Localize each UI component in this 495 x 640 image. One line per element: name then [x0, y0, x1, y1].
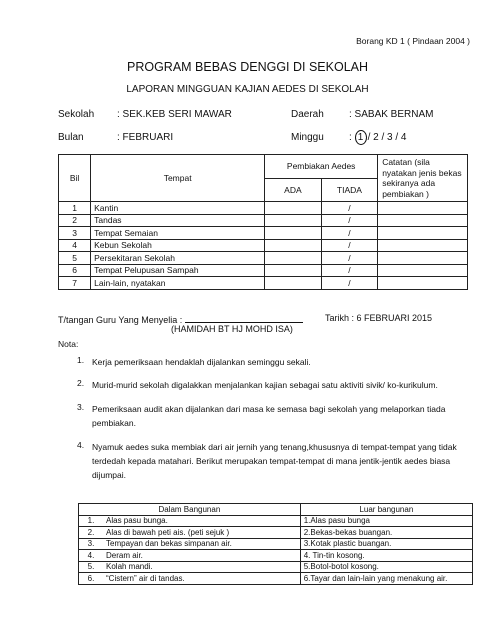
- bulan-label: Bulan: [58, 132, 84, 143]
- cell-bil: 2: [59, 214, 91, 227]
- cell-bil: 4: [59, 239, 91, 252]
- note-number: 3.: [77, 402, 85, 412]
- notes-heading: Nota:: [58, 339, 79, 349]
- table-row: [79, 538, 473, 550]
- signature-label: T/tangan Guru Yang Menyelia :: [58, 315, 183, 325]
- cell-bil: 5: [59, 252, 91, 265]
- minggu-label: Minggu: [291, 132, 324, 143]
- minggu-value: [349, 130, 406, 145]
- cell-dalam-num: 5.: [79, 561, 104, 573]
- cell-tempat: Persekitaran Sekolah: [91, 252, 265, 265]
- date-label: Tarikh :: [325, 313, 355, 323]
- cell-dalam: Alas di bawah peti ais. (peti sejuk ): [103, 527, 300, 539]
- supervisor-name: (HAMIDAH BT HJ MOHD ISA): [171, 324, 293, 334]
- cell-ada: [265, 227, 322, 240]
- table-row: [59, 202, 468, 215]
- cell-bil: 3: [59, 227, 91, 240]
- inspection-table: [58, 154, 468, 290]
- cell-luar: 4. Tin-tin kosong.: [300, 550, 472, 562]
- table-row: [79, 550, 473, 562]
- sekolah-value: : SEK.KEB SERI MAWAR: [117, 109, 232, 120]
- cell-catatan: [378, 252, 468, 265]
- daerah-label: Daerah: [291, 109, 324, 120]
- cell-luar: 5.Botol-botol kosong.: [300, 561, 472, 573]
- cell-luar: 1.Alas pasu bunga: [300, 515, 472, 527]
- cell-dalam: Kolah mandi.: [103, 561, 300, 573]
- note-text: Kerja pemeriksaan hendaklah dijalankan seminggu sekali.: [92, 357, 311, 367]
- table-row: [79, 561, 473, 573]
- note-number: 4.: [77, 440, 85, 450]
- col-tiada: TIADA: [321, 178, 378, 202]
- cell-dalam: Deram air.: [103, 550, 300, 562]
- cell-tempat: Tempat Semaian: [91, 227, 265, 240]
- cell-bil: 1: [59, 202, 91, 215]
- date-row: [325, 313, 432, 323]
- cell-tiada: /: [321, 239, 378, 252]
- cell-tiada: /: [321, 277, 378, 290]
- table-row: [59, 239, 468, 252]
- table-row: [59, 277, 468, 290]
- cell-bil: 6: [59, 264, 91, 277]
- cell-bil: 7: [59, 277, 91, 290]
- col-pembiakan: Pembiakan Aedes: [265, 155, 378, 179]
- cell-dalam-num: 3.: [79, 538, 104, 550]
- cell-luar: 3.Kotak plastic buangan.: [300, 538, 472, 550]
- table-row: [59, 214, 468, 227]
- cell-tiada: /: [321, 264, 378, 277]
- minggu-other-weeks: / 2 / 3 / 4: [367, 132, 407, 143]
- col-dalam-bangunan: Dalam Bangunan: [79, 504, 301, 516]
- cell-dalam-num: 4.: [79, 550, 104, 562]
- cell-tiada: /: [321, 214, 378, 227]
- cell-tempat: Tandas: [91, 214, 265, 227]
- sekolah-label: Sekolah: [58, 109, 95, 120]
- daerah-value: : SABAK BERNAM: [349, 109, 434, 120]
- cell-tempat: Kantin: [91, 202, 265, 215]
- cell-dalam: Tempayan dan bekas simpanan air.: [103, 538, 300, 550]
- cell-luar: 6.Tayar dan lain-lain yang menakung air.: [300, 573, 472, 585]
- cell-dalam-num: 2.: [79, 527, 104, 539]
- table-row: [79, 515, 473, 527]
- cell-catatan: [378, 227, 468, 240]
- breeding-sites-table: [78, 503, 473, 585]
- col-catatan: Catatan (sila nyatakan jenis bekas sekiranya ada pembiakan ): [378, 155, 468, 202]
- cell-tempat: Lain-lain, nyatakan: [91, 277, 265, 290]
- cell-ada: [265, 252, 322, 265]
- cell-tiada: /: [321, 252, 378, 265]
- table-row: [59, 264, 468, 277]
- col-luar-bangunan: Luar bangunan: [300, 504, 472, 516]
- cell-catatan: [378, 239, 468, 252]
- table-row: [59, 252, 468, 265]
- note-text: Murid-murid sekolah digalakkan menjalankan kajian sebagai satu aktiviti sivik/ ko-kurikulum.: [92, 380, 438, 390]
- cell-dalam: Alas pasu bunga.: [103, 515, 300, 527]
- page-subtitle: LAPORAN MINGGUAN KAJIAN AEDES DI SEKOLAH: [126, 84, 369, 95]
- cell-catatan: [378, 214, 468, 227]
- cell-tempat: Kebun Sekolah: [91, 239, 265, 252]
- cell-dalam-num: 1.: [79, 515, 104, 527]
- cell-ada: [265, 202, 322, 215]
- cell-catatan: [378, 264, 468, 277]
- table-row: [79, 527, 473, 539]
- cell-tempat: Tempat Pelupusan Sampah: [91, 264, 265, 277]
- page-title: PROGRAM BEBAS DENGGI DI SEKOLAH: [126, 60, 369, 74]
- cell-tiada: /: [321, 202, 378, 215]
- form-reference: Borang KD 1 ( Pindaan 2004 ): [356, 36, 470, 46]
- cell-tiada: /: [321, 227, 378, 240]
- date-value: 6 FEBRUARI 2015: [356, 313, 433, 323]
- col-ada: ADA: [265, 178, 322, 202]
- note-number: 2.: [77, 378, 85, 388]
- signature-line: [185, 313, 303, 323]
- minggu-colon: :: [349, 132, 352, 143]
- col-tempat: Tempat: [91, 155, 265, 202]
- col-bil: Bil: [59, 155, 91, 202]
- note-text: Pemeriksaan audit akan dijalankan dari masa ke semasa bagi sekolah yang melaporkan tiada pembiakan.: [92, 404, 446, 428]
- cell-luar: 2.Bekas-bekas buangan.: [300, 527, 472, 539]
- cell-ada: [265, 277, 322, 290]
- note-text: Nyamuk aedes suka membiak dari air jernih yang tenang,khususnya di tempat-tempat yang tidak terdedah kepada matahari. Berikut merupakan tempat-tempat di mana jentik-jentik aedes biasa dijumpai.: [92, 442, 457, 480]
- bulan-value: : FEBRUARI: [117, 132, 174, 143]
- cell-ada: [265, 264, 322, 277]
- cell-dalam-num: 6.: [79, 573, 104, 585]
- cell-ada: [265, 239, 322, 252]
- cell-catatan: [378, 277, 468, 290]
- table-row: [59, 227, 468, 240]
- minggu-selected-week: 1: [355, 130, 367, 145]
- cell-ada: [265, 214, 322, 227]
- table-row: [79, 573, 473, 585]
- cell-dalam: “Cistern” air di tandas.: [103, 573, 300, 585]
- cell-catatan: [378, 202, 468, 215]
- note-number: 1.: [77, 355, 85, 365]
